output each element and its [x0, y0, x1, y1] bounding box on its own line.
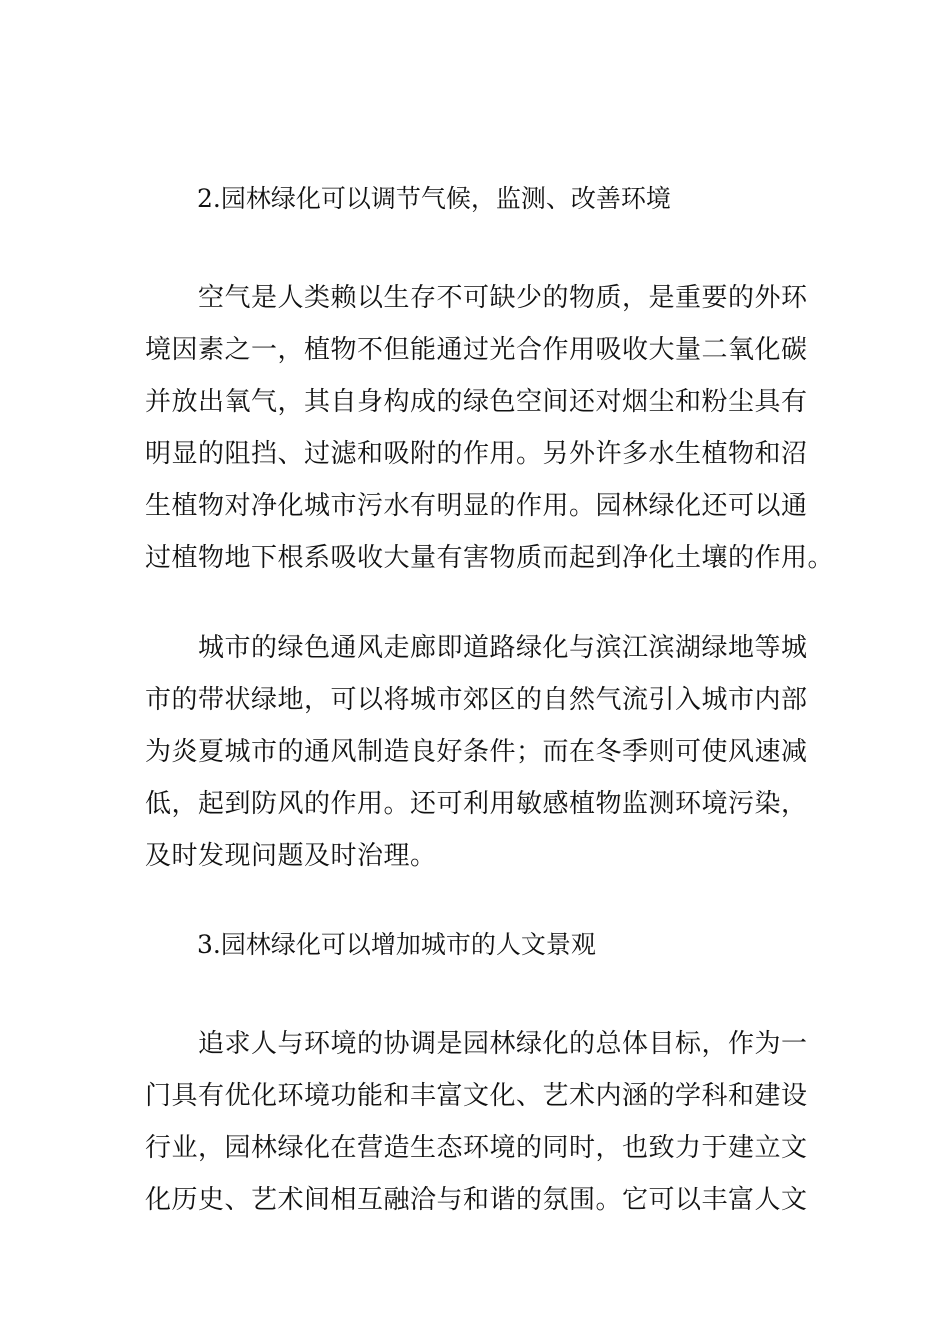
paragraph-line: 低，起到防风的作用。还可利用敏感植物监测环境污染， — [145, 789, 808, 819]
paragraph-line: 及时发现问题及时治理。 — [145, 841, 437, 871]
paragraph-line: 过植物地下根系吸收大量有害物质而起到净化土壤的作用。 — [145, 543, 835, 573]
section-heading-3: 3.园林绿化可以增加城市的人文景观 — [197, 930, 596, 959]
paragraph-line: 门具有优化环境功能和丰富文化、艺术内涵的学科和建设 — [145, 1081, 808, 1111]
paragraph-air-quality — [145, 272, 835, 584]
paragraph-line: 并放出氧气，其自身构成的绿色空间还对烟尘和粉尘具有 — [145, 387, 808, 417]
section-heading-2: 2.园林绿化可以调节气候，监测、改善环境 — [197, 184, 671, 213]
paragraph-ventilation — [145, 622, 808, 882]
paragraph-line: 城市的绿色通风走廊即道路绿化与滨江滨湖绿地等城 — [198, 633, 808, 663]
paragraph-line: 境因素之一，植物不但能通过光合作用吸收大量二氧化碳 — [145, 335, 808, 365]
paragraph-line: 化历史、艺术间相互融洽与和谐的氛围。它可以丰富人文 — [145, 1185, 808, 1215]
paragraph-line: 生植物对净化城市污水有明显的作用。园林绿化还可以通 — [145, 491, 808, 521]
paragraph-line: 明显的阻挡、过滤和吸附的作用。另外许多水生植物和沼 — [145, 439, 808, 469]
paragraph-line: 空气是人类赖以生存不可缺少的物质，是重要的外环 — [198, 283, 808, 313]
paragraph-line: 行业，园林绿化在营造生态环境的同时，也致力于建立文 — [145, 1133, 808, 1163]
paragraph-line: 为炎夏城市的通风制造良好条件；而在冬季则可使风速减 — [145, 737, 808, 767]
paragraph-cultural-landscape — [145, 1018, 808, 1226]
paragraph-line: 追求人与环境的协调是园林绿化的总体目标，作为一 — [198, 1029, 808, 1059]
paragraph-line: 市的带状绿地，可以将城市郊区的自然气流引入城市内部 — [145, 685, 808, 715]
